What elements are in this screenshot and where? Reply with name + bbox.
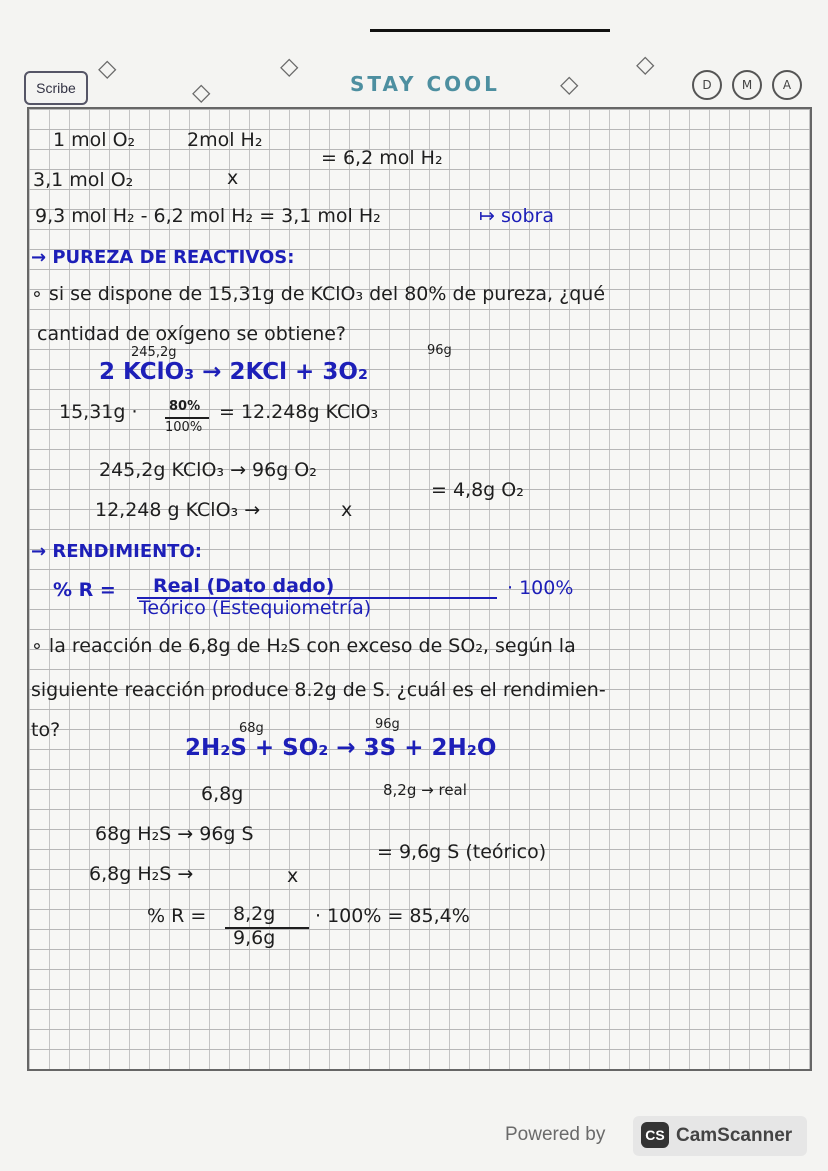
grid-notebook-page [27, 107, 812, 1071]
camscanner-logo-icon: CS [641, 1122, 669, 1148]
diamond-icon: ◇ [280, 52, 299, 80]
calc-result: = 4,8g O₂ [431, 479, 524, 501]
calc-result: = 9,6g S (teórico) [377, 841, 547, 863]
text-line: 1 mol O₂ [53, 129, 136, 151]
molar-mass-note: 96g [427, 343, 452, 358]
day-circle: D [692, 70, 722, 100]
molar-mass-note: 68g [239, 721, 264, 736]
calc-line: 68g H₂S → 96g S [95, 823, 254, 845]
formula-label: % R = [53, 579, 116, 601]
brand-logo: Scribe [24, 71, 88, 105]
diamond-icon: ◇ [98, 54, 117, 82]
final-result: · 100% = 85,4% [315, 905, 470, 927]
molar-mass-note: 245,2g [131, 345, 177, 360]
diamond-icon: ◇ [636, 50, 655, 78]
section-heading: → RENDIMIENTO: [31, 541, 202, 562]
fraction-denominator: 100% [165, 420, 203, 435]
calc-line: x [287, 865, 299, 887]
calc-line: x [341, 499, 353, 521]
fraction-numerator: 8,2g [233, 903, 276, 925]
text-line: = 6,2 mol H₂ [321, 147, 443, 169]
calc-line: 245,2g KClO₃ → 96g O₂ [99, 459, 317, 481]
powered-by-text: Powered by [505, 1124, 606, 1145]
molar-mass-note: 96g [375, 717, 400, 732]
formula-denominator: Teórico (Estequiometría) [139, 597, 372, 619]
month-circle: M [732, 70, 762, 100]
section-heading: → PUREZA DE REACTIVOS: [31, 247, 295, 268]
calc-line: = 12.248g KClO₃ [219, 401, 379, 423]
year-circle: A [772, 70, 802, 100]
diamond-icon: ◇ [192, 78, 211, 106]
text-line: 9,3 mol H₂ - 6,2 mol H₂ = 3,1 mol H₂ [35, 205, 381, 227]
given-value: 8,2g → real [383, 781, 467, 799]
given-value: 6,8g [201, 783, 244, 805]
notebook-header-title: STAY COOL [350, 72, 500, 96]
fraction-bar [165, 417, 209, 419]
calc-line: 12,248 g KClO₃ → [95, 499, 261, 521]
chemical-equation: 2 KClO₃ → 2KCl + 3O₂ [99, 359, 368, 385]
fraction-denominator: 9,6g [233, 927, 276, 949]
problem-text: siguiente reacción produce 8.2g de S. ¿cuál es el rendimien- [31, 679, 606, 701]
camscanner-name: CamScanner [676, 1125, 793, 1146]
problem-text: ∘ la reacción de 6,8g de H₂S con exceso de SO₂, según la [31, 635, 576, 657]
text-line: x [227, 167, 239, 189]
problem-text: ∘ si se dispone de 15,31g de KClO₃ del 80% de pureza, ¿qué [31, 283, 606, 305]
diamond-icon: ◇ [560, 70, 579, 98]
fraction-numerator: 80% [169, 399, 201, 414]
problem-text: to? [31, 719, 61, 741]
chemical-equation: 2H₂S + SO₂ → 3S + 2H₂O [185, 735, 497, 761]
top-scan-line [370, 29, 610, 32]
text-line: 3,1 mol O₂ [33, 169, 134, 191]
final-formula-label: % R = [147, 905, 207, 927]
formula-numerator: Real (Dato dado) [153, 575, 335, 597]
calc-line: 6,8g H₂S → [89, 863, 194, 885]
calc-line: 15,31g · [59, 401, 138, 423]
text-line: 2mol H₂ [187, 129, 263, 151]
text-line: ↦ sobra [479, 205, 554, 227]
problem-text: cantidad de oxígeno se obtiene? [37, 323, 347, 345]
formula-factor: · 100% [507, 577, 574, 599]
